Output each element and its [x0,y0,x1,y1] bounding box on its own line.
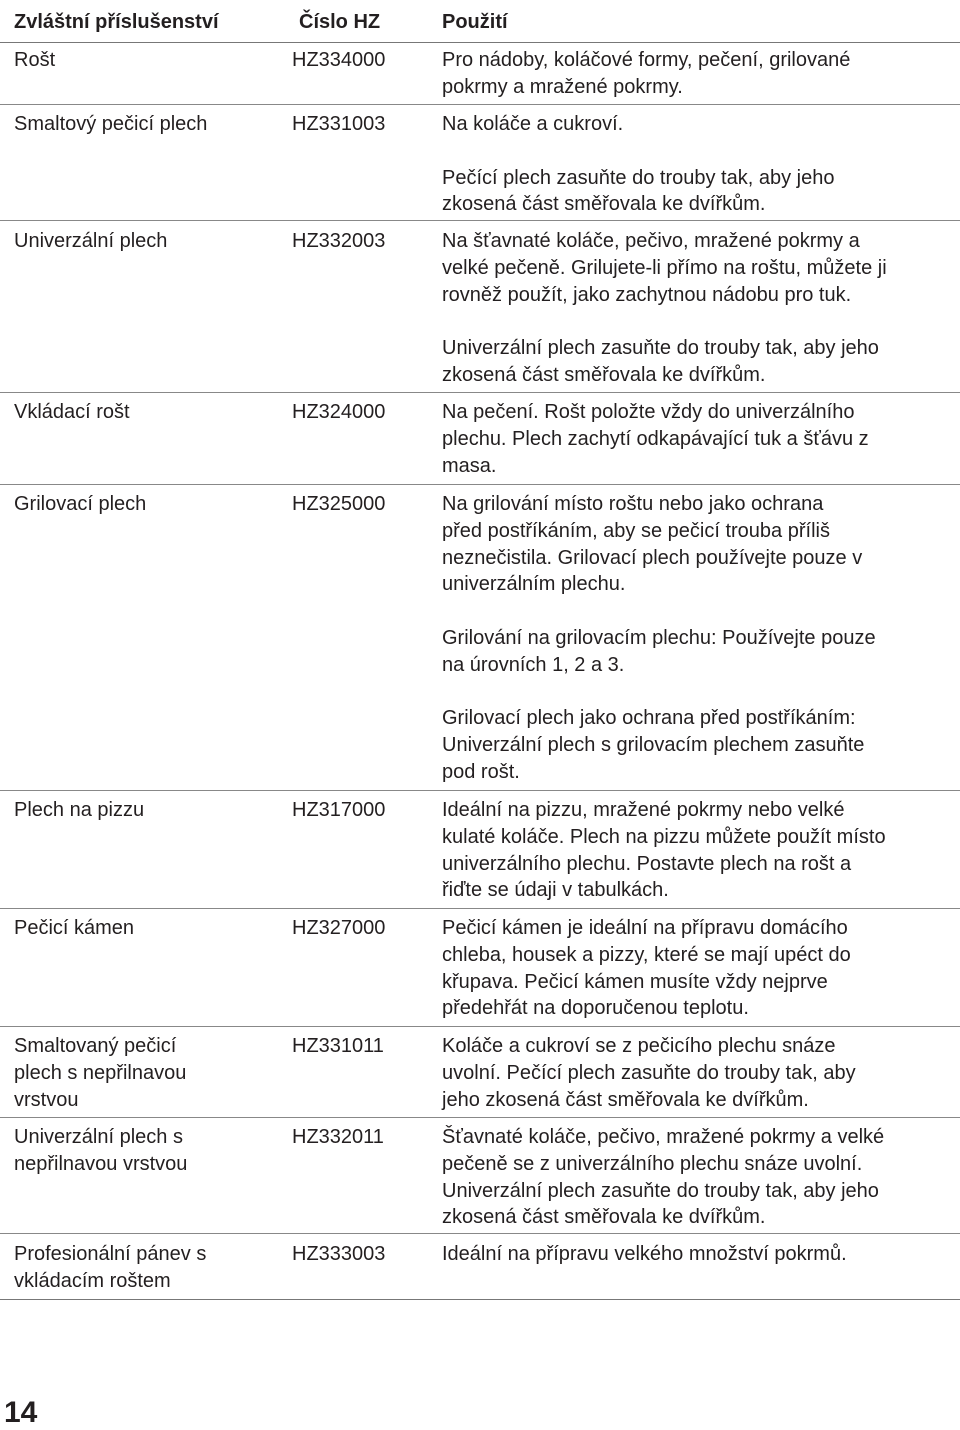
accessory-name-line: plech s nepřilnavou [14,1061,187,1084]
usage-paragraph [442,1241,847,1268]
usage-line: Ideální na pizzu, mražené pokrmy nebo velké [442,799,845,821]
usage-line: před postříkáním, aby se pečicí trouba příliš [442,519,830,542]
table-header [0,0,960,43]
row-divider [0,790,960,791]
row-divider [0,908,960,909]
accessory-name-line: Profesionální pánev s [14,1243,207,1265]
header-hz-number: Číslo HZ [299,11,381,33]
usage-line: pokrmy a mražené pokrmy. [442,75,683,98]
accessory-name [14,1033,186,1113]
usage-text [442,491,876,786]
accessory-name-line: Univerzální plech [14,230,168,252]
usage-paragraph [442,399,869,479]
usage-text [442,111,834,218]
hz-number: HZ333003 [292,1243,386,1265]
usage-text [442,399,869,479]
accessory-name [14,491,146,518]
usage-text [442,915,851,1022]
usage-text [442,797,886,904]
usage-paragraph [442,47,850,101]
usage-line: chleba, housek a pizzy, které se mají upéct do [442,943,851,966]
hz-number: HZ317000 [292,799,386,821]
usage-text [442,228,887,389]
hz-number: HZ332011 [292,1126,384,1148]
accessory-name-line: vkládacím roštem [14,1269,171,1292]
usage-paragraph [442,625,876,679]
usage-line: Univerzální plech zasuňte do trouby tak, aby jeho [442,337,879,360]
usage-paragraph [442,165,834,219]
usage-line: Univerzální plech s grilovacím plechem zasuňte [442,734,865,757]
usage-line: univerzálním plechu. [442,573,626,596]
usage-line: rovněž použít, jako zachytnou nádobu pro tuk. [442,283,852,306]
usage-line: kulaté koláče. Plech na pizzu můžete použít místo [442,825,886,848]
usage-paragraph [442,705,876,785]
usage-paragraph [442,1124,884,1231]
usage-line: Univerzální plech zasuňte do trouby tak, aby jeho [442,1179,879,1202]
usage-line: plechu. Plech zachytí odkapávající tuk a šťávu z [442,427,869,450]
usage-paragraph [442,915,851,1022]
usage-line: jeho zkosená část směřovala ke dvířkům. [442,1088,809,1111]
usage-line: Šťavnaté koláče, pečivo, mražené pokrmy a velké [442,1126,885,1148]
accessory-name [14,797,144,824]
accessory-name [14,399,130,426]
accessory-name [14,47,55,74]
accessory-name [14,915,134,942]
row-divider [0,104,960,105]
accessory-name-line: nepřilnavou vrstvou [14,1152,188,1175]
usage-line: Na pečení. Rošt položte vždy do univerzálního [442,401,855,423]
usage-line: Ideální na přípravu velkého množství pokrmů. [442,1243,847,1265]
hz-number: HZ324000 [292,401,386,423]
hz-number: HZ331003 [292,113,386,135]
usage-paragraph [442,228,887,308]
accessory-name [14,111,207,138]
usage-line: zkosená část směřovala ke dvířkům. [442,1206,766,1229]
usage-line: Pro nádoby, koláčové formy, pečení, grilované [442,49,851,71]
accessory-name-line: Smaltový pečicí plech [14,113,208,135]
row-divider [0,1117,960,1118]
accessory-name [14,228,167,255]
row-divider [0,220,960,221]
accessory-name-line: Plech na pizzu [14,799,145,821]
usage-line: Grilování na grilovacím plechu: Používejte pouze [442,626,876,649]
usage-text [442,47,850,101]
row-divider [0,484,960,485]
usage-line: Na šťavnaté koláče, pečivo, mražené pokrmy a [442,230,860,252]
accessory-name-line: vrstvou [14,1088,79,1111]
usage-line: Pečicí kámen je ideální na přípravu domácího [442,917,848,939]
accessory-name [14,1124,187,1178]
usage-text [442,1241,847,1268]
header-accessory: Zvláštní příslušenství [14,11,219,33]
usage-line: Koláče a cukroví se z pečicího plechu snáze [442,1035,836,1057]
usage-line: zkosená část směřovala ke dvířkům. [442,193,766,216]
hz-number: HZ325000 [292,493,386,515]
usage-line: řiďte se údaji v tabulkách. [442,879,669,902]
header-usage: Použití [442,11,508,33]
usage-paragraph [442,1033,856,1113]
usage-line: pečeně se z univerzálního plechu snáze uvolní. [442,1152,863,1175]
usage-line: uvolní. Pečící plech zasuňte do trouby tak, aby [442,1061,856,1084]
usage-line: univerzálního plechu. Postavte plech na rošt a [442,852,852,875]
hz-number: HZ327000 [292,917,386,939]
usage-line: předehřát na doporučenou teplotu. [442,997,749,1020]
usage-line: Na koláče a cukroví. [442,113,624,135]
usage-line: zkosená část směřovala ke dvířkům. [442,363,766,386]
usage-paragraph [442,335,887,389]
usage-line: neznečistila. Grilovací plech používejte pouze v [442,546,863,569]
accessory-name-line: Univerzální plech s [14,1126,183,1148]
row-divider [0,1233,960,1234]
page-number: 14 [4,1396,38,1429]
usage-line: křupava. Pečicí kámen musíte vždy nejprve [442,970,828,993]
usage-text [442,1124,884,1231]
usage-text [442,1033,856,1113]
usage-line: pod rošt. [442,760,520,783]
usage-line: Grilovací plech jako ochrana před postříkáním: [442,707,856,730]
accessory-name-line: Rošt [14,49,56,71]
accessory-name-line: Smaltovaný pečicí [14,1035,177,1057]
row-divider [0,1026,960,1027]
usage-line: Pečící plech zasuňte do trouby tak, aby jeho [442,166,835,189]
hz-number: HZ332003 [292,230,386,252]
row-divider [0,392,960,393]
usage-paragraph [442,111,834,138]
usage-line: na úrovních 1, 2 a 3. [442,653,625,676]
accessory-name-line: Vkládací rošt [14,401,130,423]
accessory-name [14,1241,206,1295]
usage-line: Na grilování místo roštu nebo jako ochrana [442,493,824,515]
usage-paragraph [442,491,876,598]
usage-paragraph [442,797,886,904]
hz-number: HZ334000 [292,49,386,71]
table-bottom-rule [0,1299,960,1300]
usage-line: velké pečeně. Grilujete-li přímo na roštu, můžete ji [442,256,887,279]
usage-line: masa. [442,454,497,477]
accessory-name-line: Grilovací plech [14,493,147,515]
accessory-name-line: Pečicí kámen [14,917,135,939]
hz-number: HZ331011 [292,1035,384,1057]
